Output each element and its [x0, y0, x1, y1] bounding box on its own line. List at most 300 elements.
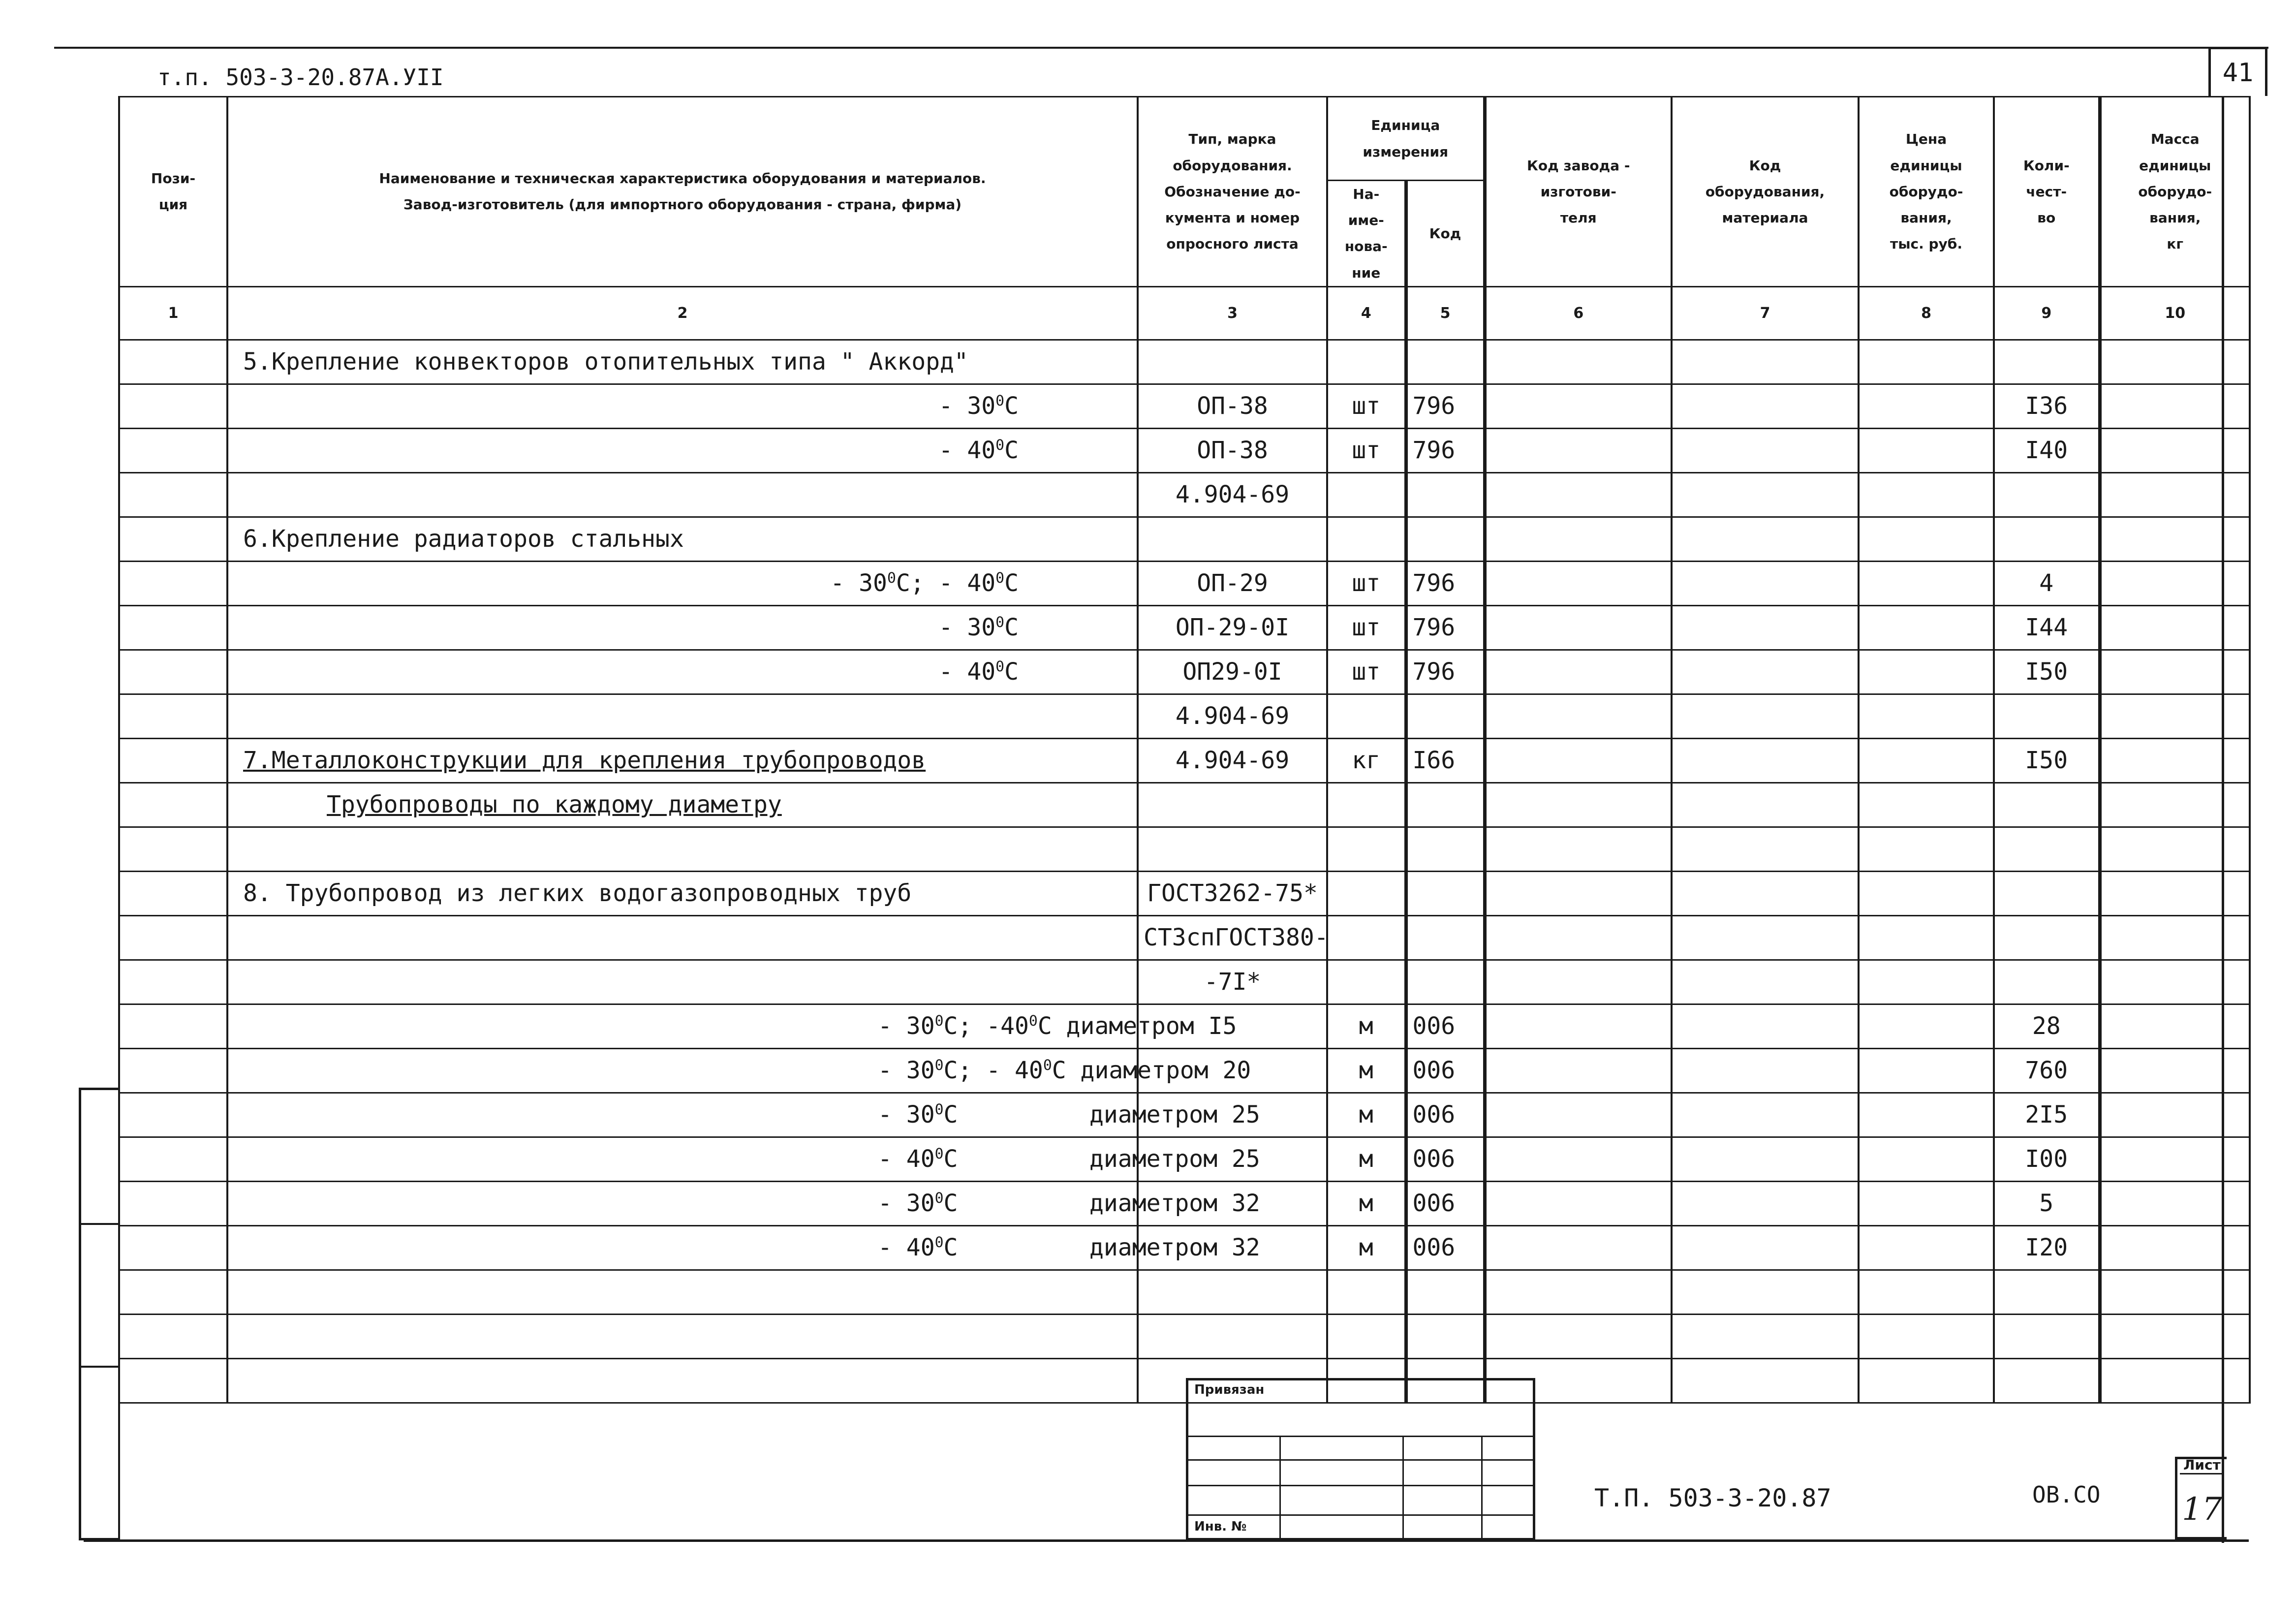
cell-unit	[1327, 340, 1406, 384]
table-row	[119, 1181, 2250, 1225]
col-header-unit-group: Единица измерения	[1327, 97, 1485, 181]
col-header-position: Пози- ция	[119, 97, 227, 287]
cell-mass	[2100, 472, 2250, 517]
cell-unit-code: 796	[1406, 605, 1485, 650]
cell-unit: шт	[1327, 561, 1406, 605]
cell-position	[119, 960, 227, 1004]
table-row	[119, 1270, 2250, 1314]
cell-quantity: 28	[1994, 1004, 2100, 1048]
table-row	[119, 871, 2250, 915]
cell-unit-code: I66	[1406, 738, 1485, 783]
temperature-text: С	[1004, 658, 1019, 686]
cell-quantity: I40	[1994, 428, 2100, 472]
table-row	[119, 384, 2250, 428]
cell-type: ОП-38	[1138, 384, 1327, 428]
cell-plant-code	[1485, 915, 1672, 960]
degree-mark: 0	[995, 614, 1005, 631]
cell-plant-code	[1485, 783, 1672, 827]
cell-plant-code	[1485, 1314, 1672, 1358]
diameter-text: диаметром I5	[1066, 1012, 1237, 1040]
degree-mark: 0	[995, 658, 1005, 676]
column-number-row	[119, 286, 2250, 340]
cell-name	[227, 472, 1138, 517]
cell-unit	[1327, 472, 1406, 517]
temperature-text: - 30	[878, 1101, 935, 1129]
cell-position	[119, 384, 227, 428]
item-name: Трубопроводы по каждому диаметру	[327, 791, 782, 819]
cell-quantity	[1994, 1314, 2100, 1358]
table-row	[119, 1314, 2250, 1358]
degree-mark: 0	[887, 569, 896, 587]
cell-price	[1859, 1004, 1994, 1048]
cell-unit-code: 006	[1406, 1225, 1485, 1270]
cell-mass	[2100, 561, 2250, 605]
cell-unit: м	[1327, 1048, 1406, 1093]
cell-position	[119, 561, 227, 605]
cell-unit-code	[1406, 915, 1485, 960]
cell-unit-code	[1406, 340, 1485, 384]
cell-plant-code	[1485, 1137, 1672, 1181]
cell-equipment-code	[1672, 827, 1859, 871]
degree-mark: 0	[995, 569, 1005, 587]
cell-name	[227, 1048, 1251, 1093]
cell-equipment-code	[1672, 605, 1859, 650]
cell-mass	[2100, 605, 2250, 650]
temperature-text: С	[1004, 392, 1019, 420]
cell-price	[1859, 561, 1994, 605]
col-header-unit-code: Код	[1406, 181, 1485, 287]
cell-unit-code: 796	[1406, 428, 1485, 472]
cell-type: ОП-29	[1138, 561, 1327, 605]
col-number: 4	[1327, 286, 1406, 340]
table-row	[119, 561, 2250, 605]
cell-position	[119, 827, 227, 871]
cell-position	[119, 871, 227, 915]
cell-mass	[2100, 384, 2250, 428]
cell-plant-code	[1485, 517, 1672, 561]
table-row	[119, 694, 2250, 738]
approval-stamp	[1186, 1378, 1535, 1540]
item-name: 7.Металлоконструкции для крепления трубопроводов	[243, 747, 926, 775]
cell-equipment-code	[1672, 915, 1859, 960]
cell-plant-code	[1485, 871, 1672, 915]
cell-price	[1859, 694, 1994, 738]
cell-quantity: I50	[1994, 650, 2100, 694]
cell-type: 4.904-69	[1138, 472, 1327, 517]
temperature-text: - 40	[878, 1145, 935, 1173]
cell-plant-code	[1485, 1270, 1672, 1314]
cell-price	[1859, 1048, 1994, 1093]
cell-mass	[2100, 694, 2250, 738]
cell-price	[1859, 827, 1994, 871]
col-number: 7	[1672, 286, 1859, 340]
cell-quantity	[1994, 960, 2100, 1004]
cell-unit-code	[1406, 871, 1485, 915]
header-row	[119, 97, 2250, 181]
table-row	[119, 517, 2250, 561]
cell-position	[119, 694, 227, 738]
cell-unit-code	[1406, 517, 1485, 561]
cell-equipment-code	[1672, 384, 1859, 428]
cell-unit	[1327, 827, 1406, 871]
cell-position	[119, 517, 227, 561]
cell-mass	[2100, 340, 2250, 384]
temperature-text: - 40	[878, 1234, 935, 1262]
cell-type: ОП29-0I	[1138, 650, 1327, 694]
cell-unit	[1327, 783, 1406, 827]
cell-unit-code: 796	[1406, 384, 1485, 428]
cell-plant-code	[1485, 827, 1672, 871]
cell-price	[1859, 960, 1994, 1004]
cell-type	[1138, 340, 1327, 384]
cell-position	[119, 428, 227, 472]
cell-unit	[1327, 871, 1406, 915]
cell-mass	[2100, 517, 2250, 561]
cell-plant-code	[1485, 1004, 1672, 1048]
col-number: 8	[1859, 286, 1994, 340]
cell-position	[119, 1137, 227, 1181]
cell-type: ОП-38	[1138, 428, 1327, 472]
cell-position	[119, 1181, 227, 1225]
cell-name	[227, 561, 1138, 605]
cell-equipment-code	[1672, 1004, 1859, 1048]
cell-name	[227, 517, 1138, 561]
cell-quantity	[1994, 1270, 2100, 1314]
cell-position	[119, 915, 227, 960]
cell-unit-code	[1406, 960, 1485, 1004]
cell-plant-code	[1485, 694, 1672, 738]
col-number: 10	[2100, 286, 2250, 340]
cell-price	[1859, 1225, 1994, 1270]
cell-type: ОП-29-0I	[1138, 605, 1327, 650]
cell-price	[1859, 605, 1994, 650]
temperature-text: - 40	[938, 658, 996, 686]
list-label: Лист	[2180, 1457, 2224, 1474]
temperature-text: - 40	[938, 437, 996, 465]
cell-quantity	[1994, 694, 2100, 738]
table-row	[119, 340, 2250, 384]
cell-price	[1859, 915, 1994, 960]
table-row	[119, 960, 2250, 1004]
stamp-linked-label: Привязан	[1194, 1382, 1265, 1397]
cell-position	[119, 340, 227, 384]
cell-position	[119, 1048, 227, 1093]
cell-equipment-code	[1672, 871, 1859, 915]
cell-unit-code: 006	[1406, 1048, 1485, 1093]
temperature-text: - 30	[938, 392, 996, 420]
cell-mass	[2100, 428, 2250, 472]
cell-position	[119, 1004, 227, 1048]
degree-mark: 0	[1043, 1057, 1052, 1074]
cell-equipment-code	[1672, 340, 1859, 384]
list-value: 17	[2182, 1491, 2222, 1528]
cell-quantity: 5	[1994, 1181, 2100, 1225]
cell-name	[227, 428, 1138, 472]
cell-unit: кг	[1327, 738, 1406, 783]
cell-name	[227, 827, 1138, 871]
temperature-group	[878, 1234, 1089, 1261]
temperature-text: С	[1004, 437, 1019, 465]
table-row	[119, 472, 2250, 517]
col-number: 6	[1485, 286, 1672, 340]
temperature-text: С	[1052, 1057, 1066, 1085]
cell-unit: м	[1327, 1093, 1406, 1137]
cell-unit-code: 796	[1406, 650, 1485, 694]
cell-plant-code	[1485, 605, 1672, 650]
cell-price	[1859, 1137, 1994, 1181]
table-row	[119, 1225, 2250, 1270]
cell-equipment-code	[1672, 694, 1859, 738]
table-row	[119, 783, 2250, 827]
cell-name	[227, 960, 1138, 1004]
diameter-text: диаметром 25	[1089, 1145, 1260, 1173]
cell-quantity: I36	[1994, 384, 2100, 428]
cell-unit-code: 006	[1406, 1181, 1485, 1225]
cell-unit: шт	[1327, 428, 1406, 472]
cell-unit	[1327, 1314, 1406, 1358]
table-row	[119, 1137, 2250, 1181]
cell-equipment-code	[1672, 472, 1859, 517]
cell-price	[1859, 871, 1994, 915]
cell-plant-code	[1485, 1181, 1672, 1225]
cell-equipment-code	[1672, 783, 1859, 827]
cell-mass	[2100, 738, 2250, 783]
temperature-text: С	[1004, 614, 1019, 642]
cell-mass	[2100, 1004, 2250, 1048]
specification-table	[118, 96, 2251, 1404]
cell-position	[119, 1270, 227, 1314]
temperature-text: С	[1037, 1012, 1052, 1040]
cell-name	[227, 694, 1138, 738]
cell-position	[119, 738, 227, 783]
stamp-inventory-label: Инв. №	[1194, 1519, 1247, 1534]
cell-name	[227, 1004, 1237, 1048]
degree-mark: 0	[934, 1057, 944, 1074]
cell-position	[119, 1314, 227, 1358]
cell-unit-code	[1406, 1314, 1485, 1358]
cell-equipment-code	[1672, 1137, 1859, 1181]
col-number: 2	[227, 286, 1138, 340]
col-number: 5	[1406, 286, 1485, 340]
degree-mark: 0	[934, 1234, 944, 1252]
cell-plant-code	[1485, 428, 1672, 472]
cell-plant-code	[1485, 472, 1672, 517]
table-row	[119, 1093, 2250, 1137]
cell-price	[1859, 384, 1994, 428]
cell-position	[119, 783, 227, 827]
cell-equipment-code	[1672, 738, 1859, 783]
table-row	[119, 738, 2250, 783]
cell-position	[119, 650, 227, 694]
diameter-text: диаметром 32	[1089, 1190, 1260, 1218]
temperature-text: - 30	[878, 1057, 935, 1085]
cell-unit	[1327, 960, 1406, 1004]
cell-mass	[2100, 1225, 2250, 1270]
cell-name	[227, 1270, 1138, 1314]
cell-price	[1859, 1314, 1994, 1358]
cell-name	[227, 605, 1138, 650]
cell-type: ГОСТ3262-75*	[1138, 871, 1327, 915]
degree-mark: 0	[995, 437, 1005, 454]
cell-type	[1138, 783, 1327, 827]
cell-quantity: I20	[1994, 1225, 2100, 1270]
col-header-mass: Масса единицы оборудо- вания, кг	[2100, 97, 2250, 287]
cell-unit-code: 796	[1406, 561, 1485, 605]
cell-name	[227, 1314, 1138, 1358]
temperature-group	[878, 1012, 1066, 1040]
cell-quantity: 2I5	[1994, 1093, 2100, 1137]
cell-mass	[2100, 960, 2250, 1004]
temperature-text: С	[943, 1145, 958, 1173]
degree-mark: 0	[934, 1190, 944, 1207]
cell-equipment-code	[1672, 1093, 1859, 1137]
cell-unit-code	[1406, 1270, 1485, 1314]
degree-mark: 0	[934, 1145, 944, 1163]
cell-unit	[1327, 694, 1406, 738]
cell-unit: м	[1327, 1181, 1406, 1225]
diameter-text: диаметром 20	[1080, 1057, 1251, 1085]
degree-mark: 0	[995, 392, 1005, 410]
temperature-text: С	[943, 1234, 958, 1262]
cell-quantity	[1994, 472, 2100, 517]
cell-unit	[1327, 517, 1406, 561]
table-row	[119, 915, 2250, 960]
degree-mark: 0	[1028, 1012, 1038, 1030]
cell-quantity: I50	[1994, 738, 2100, 783]
left-side-stamp	[79, 1088, 118, 1540]
col-header-type: Тип, марка оборудования. Обозначение до- кумента и номер опросного листа	[1138, 97, 1327, 287]
item-name: 8. Трубопровод из легких водогазопроводных труб	[243, 879, 912, 908]
cell-quantity	[1994, 827, 2100, 871]
sheet-number: 41	[2208, 47, 2267, 96]
cell-mass	[2100, 1270, 2250, 1314]
diameter-text: диаметром 32	[1089, 1234, 1260, 1262]
cell-plant-code	[1485, 1048, 1672, 1093]
cell-plant-code	[1485, 1093, 1672, 1137]
cell-name	[227, 1181, 1260, 1225]
cell-plant-code	[1485, 340, 1672, 384]
cell-equipment-code	[1672, 517, 1859, 561]
cell-equipment-code	[1672, 1270, 1859, 1314]
cell-price	[1859, 738, 1994, 783]
item-name: 5.Крепление конвекторов отопительных типа " Аккорд"	[243, 348, 968, 376]
cell-unit-code	[1406, 783, 1485, 827]
cell-name	[227, 384, 1138, 428]
temperature-text: С; -40	[943, 1012, 1029, 1040]
temperature-text: - 30	[878, 1190, 935, 1218]
cell-name	[227, 738, 1138, 783]
cell-mass	[2100, 650, 2250, 694]
cell-plant-code	[1485, 1225, 1672, 1270]
cell-plant-code	[1485, 738, 1672, 783]
cell-mass	[2100, 915, 2250, 960]
cell-mass	[2100, 783, 2250, 827]
table-row	[119, 1004, 2250, 1048]
cell-name	[227, 1225, 1260, 1270]
col-number: 9	[1994, 286, 2100, 340]
table-row	[119, 605, 2250, 650]
cell-mass	[2100, 1093, 2250, 1137]
cell-name	[227, 340, 1138, 384]
cell-unit: м	[1327, 1225, 1406, 1270]
cell-unit-code	[1406, 827, 1485, 871]
cell-price	[1859, 517, 1994, 561]
degree-mark: 0	[934, 1012, 944, 1030]
col-header-unit-name: На- име- нова- ние	[1327, 181, 1406, 287]
cell-unit: шт	[1327, 384, 1406, 428]
cell-equipment-code	[1672, 960, 1859, 1004]
cell-quantity	[1994, 871, 2100, 915]
cell-price	[1859, 1093, 1994, 1137]
cell-plant-code	[1485, 384, 1672, 428]
cell-equipment-code	[1672, 1048, 1859, 1093]
cell-name	[227, 783, 1138, 827]
temperature-group	[878, 1190, 1089, 1217]
cell-quantity: 4	[1994, 561, 2100, 605]
cell-quantity	[1994, 340, 2100, 384]
bottom-frame	[118, 1358, 2249, 1540]
cell-equipment-code	[1672, 561, 1859, 605]
cell-unit	[1327, 915, 1406, 960]
item-name: 6.Крепление радиаторов стальных	[243, 525, 684, 553]
temperature-text: С	[1004, 569, 1019, 597]
table-row	[119, 1048, 2250, 1093]
col-number: 1	[119, 286, 227, 340]
cell-price	[1859, 783, 1994, 827]
cell-equipment-code	[1672, 428, 1859, 472]
cell-equipment-code	[1672, 650, 1859, 694]
cell-name	[227, 871, 1138, 915]
cell-mass	[2100, 1048, 2250, 1093]
cell-unit-code	[1406, 694, 1485, 738]
cell-price	[1859, 428, 1994, 472]
cell-name	[227, 1137, 1260, 1181]
temperature-text: - 30	[830, 569, 887, 597]
cell-price	[1859, 340, 1994, 384]
cell-quantity	[1994, 517, 2100, 561]
cell-equipment-code	[1672, 1225, 1859, 1270]
temperature-text: - 30	[938, 614, 996, 642]
col-header-plant-code: Код завода - изготови- теля	[1485, 97, 1672, 287]
cell-unit	[1327, 1270, 1406, 1314]
cell-unit: шт	[1327, 650, 1406, 694]
cell-unit: м	[1327, 1004, 1406, 1048]
degree-mark: 0	[934, 1101, 944, 1119]
cell-quantity: I44	[1994, 605, 2100, 650]
cell-price	[1859, 1270, 1994, 1314]
cell-name	[227, 650, 1138, 694]
cell-position	[119, 1225, 227, 1270]
cell-plant-code	[1485, 960, 1672, 1004]
cell-price	[1859, 1181, 1994, 1225]
temperature-group	[878, 1057, 1081, 1084]
cell-type	[1138, 517, 1327, 561]
col-header-equipment-code: Код оборудования, материала	[1672, 97, 1859, 287]
cell-plant-code	[1485, 650, 1672, 694]
cell-quantity: 760	[1994, 1048, 2100, 1093]
cell-mass	[2100, 1181, 2250, 1225]
cell-quantity	[1994, 915, 2100, 960]
cell-type	[1138, 1270, 1327, 1314]
cell-type: СТ3спГОСТ380-	[1138, 915, 1327, 960]
cell-type: -7I*	[1138, 960, 1327, 1004]
document-reference: т.п. 503-3-20.87А.УII	[157, 64, 444, 91]
table-row	[119, 650, 2250, 694]
cell-mass	[2100, 871, 2250, 915]
cell-name	[227, 915, 1138, 960]
cell-type	[1138, 827, 1327, 871]
col-header-price: Цена единицы оборудо- вания, тыс. руб.	[1859, 97, 1994, 287]
